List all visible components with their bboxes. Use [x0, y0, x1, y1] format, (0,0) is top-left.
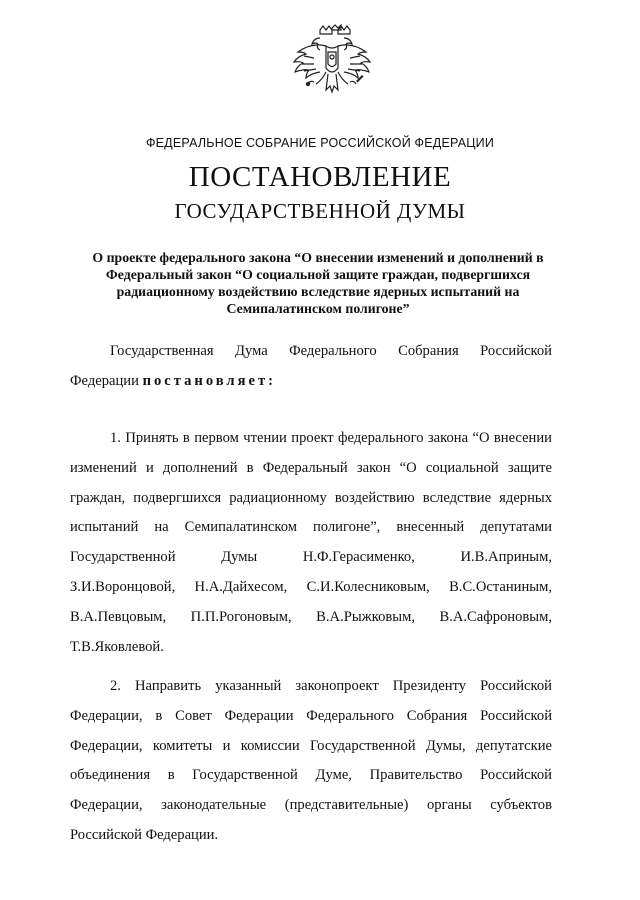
paragraph-line: З.И.Воронцовой, Н.А.Дайхесом, С.И.Колесниковым, В.С.Останиным,	[70, 578, 552, 595]
paragraph-line	[70, 672, 552, 702]
paragraph-line	[70, 424, 552, 454]
document-title: ПОСТАНОВЛЕНИЕ	[188, 161, 452, 193]
paragraph-line: изменений и дополнений в Федеральный закон “О социальной защите	[70, 459, 552, 476]
paragraph-line	[70, 337, 552, 367]
paragraph-line: Российской Федерации.	[70, 826, 219, 843]
paragraph-line: Федерации, в Совет Федерации Федерального Собрания Российской	[70, 707, 552, 724]
line-text: 1. Принять в первом чтении проект федерального закона “О внесении	[110, 430, 552, 446]
paragraph-line: объединения в Государственной Думе, Правительство Российской	[70, 767, 552, 784]
paragraph-line	[70, 367, 552, 397]
subject-line: О проекте федерального закона “О внесении изменений и дополнений в	[92, 250, 544, 265]
paragraph-line: Государственной Думы Н.Ф.Герасименко, И.В.Априным,	[70, 549, 552, 566]
paragraph-line: Федерации, комитеты и комиссии Государственной Думы, депутатские	[70, 737, 552, 754]
intro-text: Государственная Дума Федерального Собрания Российской	[110, 343, 552, 359]
line-text: 2. Направить указанный законопроект Президенту Российской	[110, 678, 552, 694]
subject-line: радиационному воздействию вследствие ядерных испытаний на	[116, 284, 520, 299]
russian-coat-of-arms-icon	[290, 24, 374, 102]
paragraph-line: Федерации, законодательные (представительные) органы субъектов	[70, 797, 552, 814]
paragraph-line: Т.В.Яковлевой.	[70, 638, 164, 655]
intro-paragraph	[70, 337, 552, 397]
intro-text: Федерации	[70, 372, 143, 389]
subject-line: Федеральный закон “О социальной защите граждан, подвергшихся	[105, 267, 531, 282]
paragraph-line: В.А.Певцовым, П.П.Рогоновым, В.А.Рыжковым, В.А.Сафроновым,	[70, 608, 552, 625]
subject-line: Семипалатинском полигоне”	[226, 301, 410, 316]
item-2-paragraph	[70, 672, 552, 851]
resolution-subject	[78, 249, 558, 317]
resolves-word: постановляет:	[142, 372, 277, 389]
paragraph-line: граждан, подвергшихся радиационному воздействию вследствие ядерных	[70, 489, 552, 506]
paragraph-line: испытаний на Семипалатинском полигоне”, внесенный депутатами	[70, 519, 552, 536]
item-1-paragraph	[70, 424, 552, 662]
organization-name: ФЕДЕРАЛЬНОЕ СОБРАНИЕ РОССИЙСКОЙ ФЕДЕРАЦИИ	[145, 136, 495, 150]
document-subtitle: ГОСУДАРСТВЕННОЙ ДУМЫ	[174, 199, 466, 223]
